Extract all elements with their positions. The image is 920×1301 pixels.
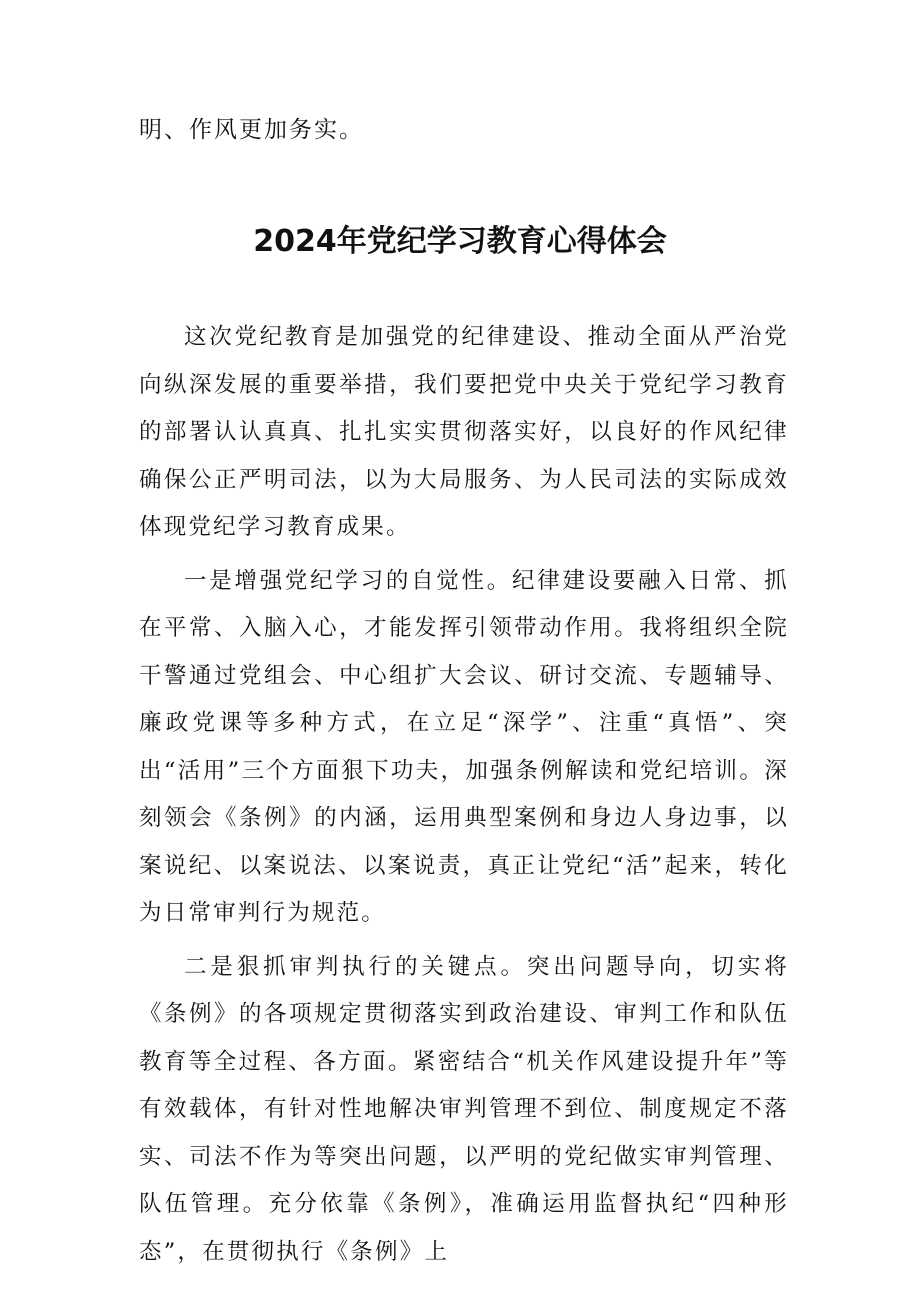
paragraph-point-two: 二是狠抓审判执行的关键点。突出问题导向，切实将《条例》的各项规定贯彻落实到政治建设、审判工作和队伍教育等全过程、各方面。紧密结合“机关作风建设提升年”等有效载体，有针对性地解决审判管理不到位、制度规定不落实、司法不作为等突出问题，以严明的党纪做实审判管理、队伍管理。充分依靠《条例》，准确运用监督执纪“四种形态”，在贯彻执行《条例》上	[139, 953, 789, 1265]
paragraph-intro: 这次党纪教育是加强党的纪律建设、推动全面从严治党向纵深发展的重要举措，我们要把党中央关于党纪学习教育的部署认认真真、扎扎实实贯彻落实好，以良好的作风纪律确保公正严明司法，以为大局服务、为人民司法的实际成效体现党纪学习教育成果。	[139, 324, 789, 540]
page-title: 2024年党纪学习教育心得体会	[253, 224, 667, 259]
continuation-text: 明、作风更加务实。	[139, 117, 364, 143]
document-body	[139, 314, 789, 1282]
paragraph-point-one: 一是增强党纪学习的自觉性。纪律建设要融入日常、抓在平常、入脑入心，才能发挥引领带动作用。我将组织全院干警通过党组会、中心组扩大会议、研讨交流、专题辅导、廉政党课等多种方式，在立足“深学”、注重“真悟”、突出“活用”三个方面狠下功夫，加强条例解读和党纪培训。深刻领会《条例》的内涵，运用典型案例和身边人身边事，以案说纪、以案说法、以案说责，真正让党纪“活”起来，转化为日常审判行为规范。	[139, 567, 789, 926]
